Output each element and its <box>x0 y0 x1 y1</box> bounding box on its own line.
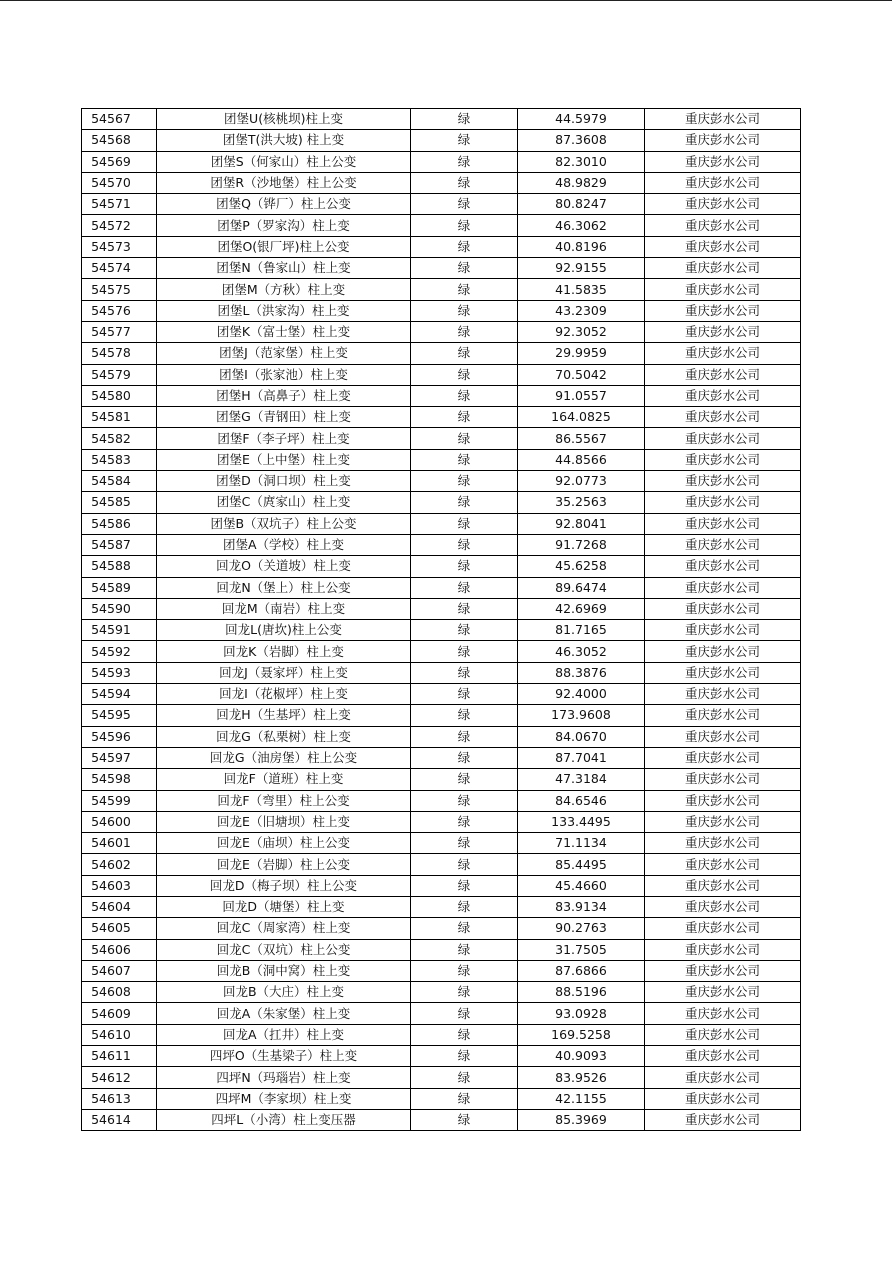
status-cell: 绿 <box>411 534 518 555</box>
table-body <box>82 109 801 1131</box>
status-cell: 绿 <box>411 343 518 364</box>
table-row <box>82 343 801 364</box>
table-row <box>82 1067 801 1088</box>
row-id-cell: 54573 <box>82 236 157 257</box>
substation-name-cell: 团堡L（洪家沟）柱上变 <box>157 300 411 321</box>
value-cell: 29.9959 <box>518 343 645 364</box>
company-cell: 重庆彭水公司 <box>645 236 801 257</box>
row-id-cell: 54587 <box>82 534 157 555</box>
substation-name-cell: 团堡N（鲁家山）柱上变 <box>157 258 411 279</box>
status-cell: 绿 <box>411 449 518 470</box>
substation-name-cell: 团堡D（洞口坝）柱上变 <box>157 471 411 492</box>
company-cell: 重庆彭水公司 <box>645 875 801 896</box>
status-cell: 绿 <box>411 577 518 598</box>
status-cell: 绿 <box>411 492 518 513</box>
value-cell: 87.6866 <box>518 960 645 981</box>
status-cell: 绿 <box>411 896 518 917</box>
row-id-cell: 54602 <box>82 854 157 875</box>
company-cell: 重庆彭水公司 <box>645 109 801 130</box>
row-id-cell: 54584 <box>82 471 157 492</box>
company-cell: 重庆彭水公司 <box>645 449 801 470</box>
page-top-border <box>0 0 892 1</box>
company-cell: 重庆彭水公司 <box>645 130 801 151</box>
value-cell: 92.4000 <box>518 684 645 705</box>
status-cell: 绿 <box>411 236 518 257</box>
table-row <box>82 620 801 641</box>
substation-name-cell: 回龙F（弯里）柱上公变 <box>157 790 411 811</box>
value-cell: 92.8041 <box>518 513 645 534</box>
table-row <box>82 875 801 896</box>
table-row <box>82 407 801 428</box>
row-id-cell: 54575 <box>82 279 157 300</box>
row-id-cell: 54599 <box>82 790 157 811</box>
company-cell: 重庆彭水公司 <box>645 598 801 619</box>
table-row <box>82 556 801 577</box>
company-cell: 重庆彭水公司 <box>645 364 801 385</box>
value-cell: 71.1134 <box>518 833 645 854</box>
substation-name-cell: 回龙D（塘堡）柱上变 <box>157 896 411 917</box>
row-id-cell: 54588 <box>82 556 157 577</box>
row-id-cell: 54569 <box>82 151 157 172</box>
table-row <box>82 1003 801 1024</box>
table-row <box>82 492 801 513</box>
substation-name-cell: 团堡F（李子坪）柱上变 <box>157 428 411 449</box>
row-id-cell: 54571 <box>82 194 157 215</box>
value-cell: 173.9608 <box>518 705 645 726</box>
value-cell: 70.5042 <box>518 364 645 385</box>
value-cell: 83.9134 <box>518 896 645 917</box>
status-cell: 绿 <box>411 300 518 321</box>
value-cell: 44.5979 <box>518 109 645 130</box>
substation-name-cell: 四坪L（小湾）柱上变压器 <box>157 1109 411 1130</box>
value-cell: 43.2309 <box>518 300 645 321</box>
substation-name-cell: 团堡G（青钢田）柱上变 <box>157 407 411 428</box>
status-cell: 绿 <box>411 960 518 981</box>
company-cell: 重庆彭水公司 <box>645 833 801 854</box>
row-id-cell: 54590 <box>82 598 157 619</box>
company-cell: 重庆彭水公司 <box>645 151 801 172</box>
row-id-cell: 54613 <box>82 1088 157 1109</box>
substation-name-cell: 团堡U(核桃坝)柱上变 <box>157 109 411 130</box>
value-cell: 88.3876 <box>518 662 645 683</box>
company-cell: 重庆彭水公司 <box>645 194 801 215</box>
status-cell: 绿 <box>411 471 518 492</box>
table-row <box>82 385 801 406</box>
substation-name-cell: 四坪N（玛瑙岩）柱上变 <box>157 1067 411 1088</box>
status-cell: 绿 <box>411 705 518 726</box>
table-row <box>82 194 801 215</box>
substation-name-cell: 回龙E（庙坝）柱上公变 <box>157 833 411 854</box>
substation-name-cell: 团堡O(银厂坪)柱上公变 <box>157 236 411 257</box>
table-row <box>82 747 801 768</box>
table-row <box>82 130 801 151</box>
substation-name-cell: 回龙D（梅子坝）柱上公变 <box>157 875 411 896</box>
status-cell: 绿 <box>411 684 518 705</box>
value-cell: 46.3052 <box>518 641 645 662</box>
row-id-cell: 54612 <box>82 1067 157 1088</box>
table-row <box>82 364 801 385</box>
row-id-cell: 54579 <box>82 364 157 385</box>
substation-name-cell: 回龙C（双坑）柱上公变 <box>157 939 411 960</box>
row-id-cell: 54611 <box>82 1046 157 1067</box>
table-row <box>82 1109 801 1130</box>
status-cell: 绿 <box>411 1046 518 1067</box>
company-cell: 重庆彭水公司 <box>645 1067 801 1088</box>
company-cell: 重庆彭水公司 <box>645 769 801 790</box>
substation-name-cell: 回龙G（油房堡）柱上公变 <box>157 747 411 768</box>
company-cell: 重庆彭水公司 <box>645 705 801 726</box>
company-cell: 重庆彭水公司 <box>645 811 801 832</box>
value-cell: 35.2563 <box>518 492 645 513</box>
value-cell: 84.0670 <box>518 726 645 747</box>
status-cell: 绿 <box>411 918 518 939</box>
table-row <box>82 1088 801 1109</box>
value-cell: 91.7268 <box>518 534 645 555</box>
value-cell: 40.8196 <box>518 236 645 257</box>
row-id-cell: 54578 <box>82 343 157 364</box>
table-row <box>82 811 801 832</box>
substation-name-cell: 团堡H（高鼻子）柱上变 <box>157 385 411 406</box>
substation-name-cell: 回龙E（岩脚）柱上公变 <box>157 854 411 875</box>
value-cell: 80.8247 <box>518 194 645 215</box>
table-row <box>82 449 801 470</box>
substation-name-cell: 回龙I（花椒坪）柱上变 <box>157 684 411 705</box>
status-cell: 绿 <box>411 854 518 875</box>
status-cell: 绿 <box>411 641 518 662</box>
status-cell: 绿 <box>411 109 518 130</box>
table-row <box>82 321 801 342</box>
table-row <box>82 471 801 492</box>
table-row <box>82 215 801 236</box>
company-cell: 重庆彭水公司 <box>645 747 801 768</box>
status-cell: 绿 <box>411 1088 518 1109</box>
row-id-cell: 54582 <box>82 428 157 449</box>
substation-name-cell: 团堡P（罗家沟）柱上变 <box>157 215 411 236</box>
row-id-cell: 54581 <box>82 407 157 428</box>
value-cell: 83.9526 <box>518 1067 645 1088</box>
table-row <box>82 960 801 981</box>
company-cell: 重庆彭水公司 <box>645 279 801 300</box>
company-cell: 重庆彭水公司 <box>645 896 801 917</box>
status-cell: 绿 <box>411 769 518 790</box>
value-cell: 169.5258 <box>518 1024 645 1045</box>
row-id-cell: 54604 <box>82 896 157 917</box>
company-cell: 重庆彭水公司 <box>645 1109 801 1130</box>
status-cell: 绿 <box>411 172 518 193</box>
value-cell: 91.0557 <box>518 385 645 406</box>
company-cell: 重庆彭水公司 <box>645 684 801 705</box>
substation-name-cell: 团堡R（沙地堡）柱上公变 <box>157 172 411 193</box>
company-cell: 重庆彭水公司 <box>645 215 801 236</box>
row-id-cell: 54601 <box>82 833 157 854</box>
row-id-cell: 54568 <box>82 130 157 151</box>
table-row <box>82 151 801 172</box>
table-row <box>82 172 801 193</box>
substation-name-cell: 四坪M（李家坝）柱上变 <box>157 1088 411 1109</box>
row-id-cell: 54595 <box>82 705 157 726</box>
table-row <box>82 854 801 875</box>
company-cell: 重庆彭水公司 <box>645 385 801 406</box>
substation-name-cell: 回龙B（洞中窝）柱上变 <box>157 960 411 981</box>
row-id-cell: 54574 <box>82 258 157 279</box>
value-cell: 47.3184 <box>518 769 645 790</box>
status-cell: 绿 <box>411 1024 518 1045</box>
status-cell: 绿 <box>411 726 518 747</box>
substation-name-cell: 团堡K（富士堡）柱上变 <box>157 321 411 342</box>
row-id-cell: 54600 <box>82 811 157 832</box>
row-id-cell: 54583 <box>82 449 157 470</box>
row-id-cell: 54577 <box>82 321 157 342</box>
substation-name-cell: 回龙B（大庄）柱上变 <box>157 982 411 1003</box>
value-cell: 85.3969 <box>518 1109 645 1130</box>
substation-name-cell: 回龙K（岩脚）柱上变 <box>157 641 411 662</box>
company-cell: 重庆彭水公司 <box>645 790 801 811</box>
value-cell: 133.4495 <box>518 811 645 832</box>
table-row <box>82 258 801 279</box>
company-cell: 重庆彭水公司 <box>645 1024 801 1045</box>
status-cell: 绿 <box>411 385 518 406</box>
table-row <box>82 896 801 917</box>
company-cell: 重庆彭水公司 <box>645 321 801 342</box>
status-cell: 绿 <box>411 1067 518 1088</box>
table-row <box>82 534 801 555</box>
value-cell: 87.3608 <box>518 130 645 151</box>
substation-name-cell: 回龙H（生基坪）柱上变 <box>157 705 411 726</box>
table-row <box>82 662 801 683</box>
status-cell: 绿 <box>411 194 518 215</box>
value-cell: 82.3010 <box>518 151 645 172</box>
status-cell: 绿 <box>411 151 518 172</box>
company-cell: 重庆彭水公司 <box>645 1003 801 1024</box>
row-id-cell: 54594 <box>82 684 157 705</box>
substation-name-cell: 回龙E（旧塘坝）柱上变 <box>157 811 411 832</box>
value-cell: 44.8566 <box>518 449 645 470</box>
substation-name-cell: 回龙N（堡上）柱上公变 <box>157 577 411 598</box>
value-cell: 164.0825 <box>518 407 645 428</box>
value-cell: 89.6474 <box>518 577 645 598</box>
substation-name-cell: 回龙F（道班）柱上变 <box>157 769 411 790</box>
table-row <box>82 684 801 705</box>
status-cell: 绿 <box>411 982 518 1003</box>
status-cell: 绿 <box>411 258 518 279</box>
company-cell: 重庆彭水公司 <box>645 492 801 513</box>
value-cell: 40.9093 <box>518 1046 645 1067</box>
company-cell: 重庆彭水公司 <box>645 577 801 598</box>
company-cell: 重庆彭水公司 <box>645 534 801 555</box>
substation-name-cell: 团堡J（范家堡）柱上变 <box>157 343 411 364</box>
substation-name-cell: 回龙O（关道坡）柱上变 <box>157 556 411 577</box>
table-row <box>82 598 801 619</box>
substation-name-cell: 回龙A（朱家堡）柱上变 <box>157 1003 411 1024</box>
value-cell: 48.9829 <box>518 172 645 193</box>
value-cell: 46.3062 <box>518 215 645 236</box>
value-cell: 45.6258 <box>518 556 645 577</box>
row-id-cell: 54572 <box>82 215 157 236</box>
substation-name-cell: 回龙A（扛井）柱上变 <box>157 1024 411 1045</box>
status-cell: 绿 <box>411 939 518 960</box>
value-cell: 93.0928 <box>518 1003 645 1024</box>
value-cell: 87.7041 <box>518 747 645 768</box>
substation-name-cell: 团堡A（学校）柱上变 <box>157 534 411 555</box>
substation-table <box>81 108 801 1131</box>
substation-name-cell: 团堡E（上中堡）柱上变 <box>157 449 411 470</box>
status-cell: 绿 <box>411 556 518 577</box>
row-id-cell: 54586 <box>82 513 157 534</box>
table-row <box>82 769 801 790</box>
value-cell: 92.3052 <box>518 321 645 342</box>
company-cell: 重庆彭水公司 <box>645 343 801 364</box>
row-id-cell: 54597 <box>82 747 157 768</box>
table-row <box>82 726 801 747</box>
row-id-cell: 54585 <box>82 492 157 513</box>
status-cell: 绿 <box>411 215 518 236</box>
table-row <box>82 790 801 811</box>
table-row <box>82 918 801 939</box>
row-id-cell: 54596 <box>82 726 157 747</box>
substation-name-cell: 团堡I（张家池）柱上变 <box>157 364 411 385</box>
status-cell: 绿 <box>411 662 518 683</box>
company-cell: 重庆彭水公司 <box>645 854 801 875</box>
table-row <box>82 577 801 598</box>
status-cell: 绿 <box>411 1003 518 1024</box>
table-row <box>82 641 801 662</box>
status-cell: 绿 <box>411 321 518 342</box>
status-cell: 绿 <box>411 598 518 619</box>
row-id-cell: 54609 <box>82 1003 157 1024</box>
table-row <box>82 109 801 130</box>
company-cell: 重庆彭水公司 <box>645 172 801 193</box>
value-cell: 41.5835 <box>518 279 645 300</box>
table-row <box>82 513 801 534</box>
table-row <box>82 982 801 1003</box>
company-cell: 重庆彭水公司 <box>645 407 801 428</box>
row-id-cell: 54598 <box>82 769 157 790</box>
company-cell: 重庆彭水公司 <box>645 428 801 449</box>
value-cell: 84.6546 <box>518 790 645 811</box>
table-row <box>82 705 801 726</box>
table-row <box>82 1024 801 1045</box>
table-row <box>82 236 801 257</box>
table-row <box>82 300 801 321</box>
company-cell: 重庆彭水公司 <box>645 1088 801 1109</box>
table-row <box>82 428 801 449</box>
company-cell: 重庆彭水公司 <box>645 513 801 534</box>
row-id-cell: 54605 <box>82 918 157 939</box>
substation-name-cell: 团堡B（双坑子）柱上公变 <box>157 513 411 534</box>
status-cell: 绿 <box>411 407 518 428</box>
row-id-cell: 54570 <box>82 172 157 193</box>
status-cell: 绿 <box>411 790 518 811</box>
value-cell: 86.5567 <box>518 428 645 449</box>
company-cell: 重庆彭水公司 <box>645 982 801 1003</box>
status-cell: 绿 <box>411 279 518 300</box>
row-id-cell: 54603 <box>82 875 157 896</box>
substation-name-cell: 回龙C（周家湾）柱上变 <box>157 918 411 939</box>
table-row <box>82 833 801 854</box>
row-id-cell: 54567 <box>82 109 157 130</box>
value-cell: 92.0773 <box>518 471 645 492</box>
status-cell: 绿 <box>411 833 518 854</box>
substation-name-cell: 团堡C（庹家山）柱上变 <box>157 492 411 513</box>
row-id-cell: 54592 <box>82 641 157 662</box>
company-cell: 重庆彭水公司 <box>645 471 801 492</box>
company-cell: 重庆彭水公司 <box>645 258 801 279</box>
company-cell: 重庆彭水公司 <box>645 662 801 683</box>
status-cell: 绿 <box>411 811 518 832</box>
row-id-cell: 54607 <box>82 960 157 981</box>
status-cell: 绿 <box>411 364 518 385</box>
row-id-cell: 54591 <box>82 620 157 641</box>
value-cell: 90.2763 <box>518 918 645 939</box>
substation-name-cell: 回龙J（聂家坪）柱上变 <box>157 662 411 683</box>
row-id-cell: 54589 <box>82 577 157 598</box>
substation-name-cell: 团堡M（方秋）柱上变 <box>157 279 411 300</box>
company-cell: 重庆彭水公司 <box>645 620 801 641</box>
substation-name-cell: 回龙G（私栗树）柱上变 <box>157 726 411 747</box>
row-id-cell: 54614 <box>82 1109 157 1130</box>
table-row <box>82 939 801 960</box>
row-id-cell: 54576 <box>82 300 157 321</box>
company-cell: 重庆彭水公司 <box>645 641 801 662</box>
status-cell: 绿 <box>411 620 518 641</box>
company-cell: 重庆彭水公司 <box>645 918 801 939</box>
table-row <box>82 279 801 300</box>
company-cell: 重庆彭水公司 <box>645 300 801 321</box>
value-cell: 81.7165 <box>518 620 645 641</box>
status-cell: 绿 <box>411 747 518 768</box>
row-id-cell: 54593 <box>82 662 157 683</box>
company-cell: 重庆彭水公司 <box>645 556 801 577</box>
substation-name-cell: 四坪O（生基梁子）柱上变 <box>157 1046 411 1067</box>
value-cell: 85.4495 <box>518 854 645 875</box>
company-cell: 重庆彭水公司 <box>645 726 801 747</box>
value-cell: 31.7505 <box>518 939 645 960</box>
value-cell: 88.5196 <box>518 982 645 1003</box>
status-cell: 绿 <box>411 513 518 534</box>
row-id-cell: 54606 <box>82 939 157 960</box>
row-id-cell: 54608 <box>82 982 157 1003</box>
status-cell: 绿 <box>411 875 518 896</box>
substation-name-cell: 团堡T(洪大坡) 柱上变 <box>157 130 411 151</box>
row-id-cell: 54580 <box>82 385 157 406</box>
row-id-cell: 54610 <box>82 1024 157 1045</box>
status-cell: 绿 <box>411 1109 518 1130</box>
value-cell: 42.6969 <box>518 598 645 619</box>
company-cell: 重庆彭水公司 <box>645 939 801 960</box>
value-cell: 42.1155 <box>518 1088 645 1109</box>
substation-name-cell: 团堡S（何家山）柱上公变 <box>157 151 411 172</box>
status-cell: 绿 <box>411 428 518 449</box>
substation-name-cell: 回龙M（南岩）柱上变 <box>157 598 411 619</box>
company-cell: 重庆彭水公司 <box>645 1046 801 1067</box>
status-cell: 绿 <box>411 130 518 151</box>
value-cell: 45.4660 <box>518 875 645 896</box>
substation-name-cell: 回龙L(唐坎)柱上公变 <box>157 620 411 641</box>
table-row <box>82 1046 801 1067</box>
value-cell: 92.9155 <box>518 258 645 279</box>
company-cell: 重庆彭水公司 <box>645 960 801 981</box>
substation-name-cell: 团堡Q（铧厂）柱上公变 <box>157 194 411 215</box>
